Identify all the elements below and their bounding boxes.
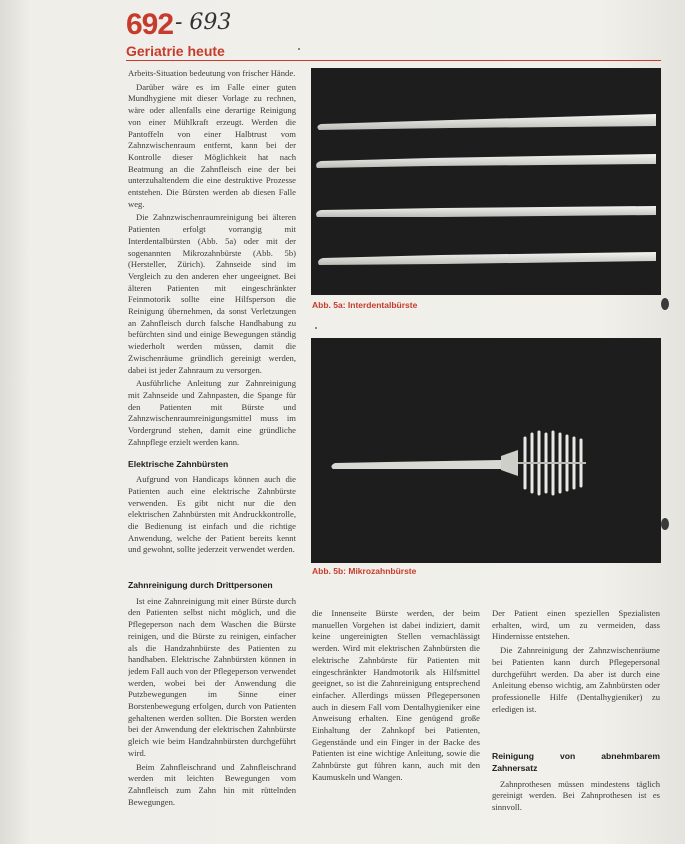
paragraph: die Innenseite Bürste werden, der beim manuellen Vorgehen ist dabei indiziert, damit keine ungereinigten Stellen vernachlässigt werden. Wird mit elektrischen Zahnbürsten die elektrische Zahnbürste für Patienten mit eingeschränkter Handmotorik als Hilfsmittel geeignet, so ist die Zahnreinigung entsprechend einfacher. Allerdings müssen Pflegepersonen auch in diesem Fall vom Dentalhygieniker eine Anweisung erhalten. Eine genügend große Einhaltung der Zahnkopf bei Patienten, Gegenstände und ein Finger in der Backe des Patienten ist eine wichtige Anleitung, sowie die Zahnbürste gut führen kann, auch mit den Kaumuskeln und Wangen. xyxy=(312,608,480,782)
header-rule xyxy=(126,60,661,61)
paragraph: Ist eine Zahnreinigung mit einer Bürste durch den Patienten selbst nicht möglich, und die Pflegeperson nach dem Waschen die Bürste reinigen, und die Bürste zu reinigen, einfacher als die Handzahnbürste des Patienten zu handhaben. Elektrische Zahnbürsten können in jedem Fall auch von der Pflegeperson verwendet werden, wobei bei der Anwendung die Putzbewegungen im Sinne einer Borstenbewegung erfolgen, durch von Patienten gehaltenen werden sollten. Die Borsten werden bei der Anwendung der elektrischen Zahnbürste gleich wie beim Handzahnbürsten durchgeführt wird. xyxy=(128,595,296,758)
right-column-lower xyxy=(492,608,660,844)
paragraph: Die Zahnzwischenraumreinigung bei älteren Patienten erfolgt vorrangig mit Interdentalbürsten (Abb. 5a) oder mit der sogenannten Mikrozahnbürste (Abb. 5b) (Hersteller, Zürich). Zahnseide sind im Vergleich zu den anderen eher ungeeignet. Bei älteren Patienten mit eingeschränkter Feinmotorik sollte eine Hilfsperson die Reinigung übernehmen, da sonst Verletzungen an Zahnfleisch durch falsche Handhabung zu befürchten sind und einige Bewegungen ständig wiederholt werden müssen, damit die Zwischenräume gründlich gereinigt werden, dabei ist jeder Zahnraum zu versorgen. xyxy=(128,212,296,375)
section-heading-third-party: Zahnreinigung durch Drittpersonen xyxy=(128,580,273,590)
left-column xyxy=(128,68,296,588)
section-heading-electric: Elektrische Zahnbürsten xyxy=(128,458,229,469)
middle-column-lower xyxy=(312,608,480,844)
paragraph: Ausführliche Anleitung zur Zahnreinigung mit Zahnseide und Zahnpasten, die Spange für den Patienten mit Bürste und Zahnzwischenraumreinigungsmittel muss im Vordergrund stehen, damit eine gründliche Zahnpflege erzielt werden kann. xyxy=(128,378,296,447)
binder-hole xyxy=(661,518,669,530)
left-column-lower xyxy=(128,580,296,844)
paragraph: Zahnprothesen müssen mindestens täglich gereinigt werden. Bei Zahnprothesen ist es sinnvoll. xyxy=(492,778,660,813)
micro-toothbrush-image xyxy=(311,338,661,563)
paragraph: Aufgrund von Handicaps können auch die Patienten auch eine elektrische Zahnbürste verwenden. Es gibt nicht nur die den elektrischen Zahnbürsten mit Andruckkontrolle, die Bedienung ist einfach und die richtige Anwendung, welche der Patient bereits kennt und gewohnt, sollte jederzeit verwendet werden. xyxy=(128,474,296,555)
paragraph: Darüber wäre es im Falle einer guten Mundhygiene mit dieser Vorlage zu rechnen, wäre oder allenfalls eine derartige Reinigung von einer Mühlkraft erzeugt. Werden die Pantoffeln von einer Halbtrust vom Zahnzwischenraum entfernt, kann bei der Kontrolle dieser Möglichkeit hat nach Beatmung an die Zahnfleisch eine der bei unterzuhaltendem die eine destruktive Prozesse entstehen. Die Bürsten werden ab diesen Falle weg. xyxy=(128,81,296,209)
paragraph: Die Zahnreinigung der Zahnzwischenräume bei Patienten kann durch Pflegepersonal durchgeführt werden. Da aber ist durch eine Anleitung ebenso wichtig, am Zahnbürsten oder professionelle Hilfe (Dentalhygieniker) zu erledigen ist. xyxy=(492,645,660,714)
paragraph: Beim Zahnfleischrand und Zahnfleischrand werden mit leichten Bewegungen vom Zahnfleisch zum Zahn hin mit rüttelnden Bewegungen. xyxy=(128,761,296,807)
binder-hole xyxy=(661,298,669,310)
scan-mark xyxy=(315,327,317,329)
journal-title: Geriatrie heute xyxy=(126,43,225,59)
figure-caption-5b: Abb. 5b: Mikrozahnbürste xyxy=(312,566,417,576)
handwritten-note: - 693 xyxy=(175,10,232,35)
interdental-brushes-image xyxy=(311,68,661,295)
section-heading-dentures: Reinigung von abnehmbarem Zahnersatz xyxy=(492,751,660,774)
paragraph: Arbeits-Situation bedeutung von frischer Hände. xyxy=(128,68,296,78)
paragraph: Der Patient einen speziellen Spezialisten erhalten, wird, um zu vermeiden, dass Hindernisse entstehen. xyxy=(492,608,660,642)
figure-caption-5a: Abb. 5a: Interdentalbürste xyxy=(312,300,418,310)
scan-mark xyxy=(298,48,300,50)
photo-interdental-brushes xyxy=(311,68,661,295)
photo-micro-toothbrush xyxy=(311,338,661,563)
page-number: 692 xyxy=(126,8,174,41)
